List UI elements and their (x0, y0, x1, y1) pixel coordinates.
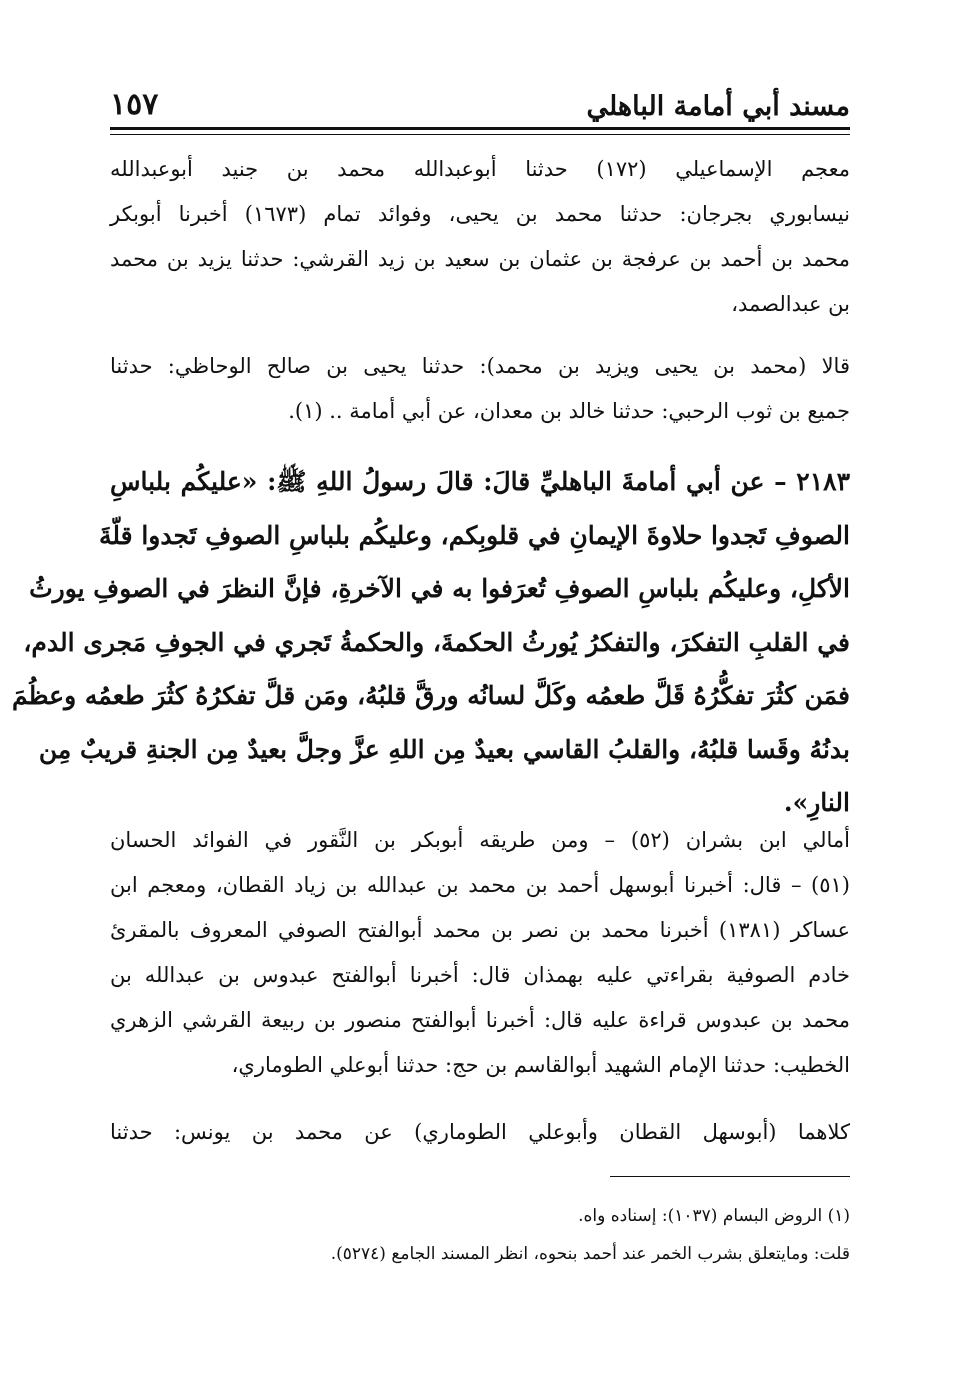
text-line: عساكر (١٣٨١) أخبرنا محمد بن نصر بن محمد أبوالفتح الصوفي المعروف بالمقرئ (110, 918, 850, 942)
footnote-separator (610, 1176, 850, 1177)
text-line: ٢١٨٣ – عن أبي أمامةَ الباهليِّ قالَ: قالَ رسولُ اللهِ ﷺ: «عليكُم بلباسِ (110, 467, 850, 496)
text-line: جميع بن ثوب الرحبي: حدثنا خالد بن معدان، عن أبي أمامة .. (١). (288, 399, 850, 423)
text-line: فمَن كثُرَ تفكُّرُهُ قَلَّ طعمُه وكَلَّ لسانُه ورقَّ قلبُهُ، ومَن قلَّ تفكرُهُ كثُرَ طعمُه وعظُمَ (12, 681, 850, 710)
text-line: في القلبِ التفكرَ، والتفكرُ يُورثُ الحكمةَ، والحكمةُ تَجري في الجوفِ مَجرى الدم، (23, 627, 850, 657)
text-line: (٥١) – قال: أخبرنا أبوسهل أحمد بن محمد بن عبدالله بن زياد القطان، ومعجم ابن (110, 873, 850, 897)
page-header (110, 82, 850, 124)
text-line: نيسابوري بجرجان: حدثنا محمد بن يحيى، وفوائد تمام (١٦٧٣) أخبرنا أبوبكر (110, 202, 850, 226)
text-line: كلاهما (أبوسهل القطان وأبوعلي الطوماري) عن محمد بن يونس: حدثنا (110, 1120, 850, 1144)
text-line: معجم الإسماعيلي (١٧٢) حدثنا أبوعبدالله محمد بن جنيد أبوعبدالله (110, 157, 850, 181)
text-line: الخطيب: حدثنا الإمام الشهيد أبوالقاسم بن حج: حدثنا أبوعلي الطوماري، (231, 1053, 850, 1077)
source-paragraph-3 (110, 818, 850, 1088)
text-line: خادم الصوفية بقراءتي عليه بهمذان قال: أخبرنا أبوالفتح عبدوس بن عبدالله بن (110, 963, 850, 987)
header-rule-thin (110, 134, 850, 135)
text-line: بدنُهُ وقَسا قلبُهُ، والقلبُ القاسي بعيدٌ مِن اللهِ عزَّ وجلَّ بعيدٌ مِن الجنةِ قريبٌ مِن (38, 734, 850, 764)
text-line: محمد بن أحمد بن عرفجة بن عثمان بن سعيد بن زيد القرشي: حدثنا يزيد بن محمد (110, 247, 850, 271)
header-rule (110, 127, 850, 130)
text-line: محمد بن عبدوس قراءة عليه قال: أخبرنا أبوالفتح منصور بن ربيعة القرشي الزهري (110, 1008, 850, 1032)
footnote-line: (١) الروض البسام (١٠٣٧): إسناده واه. (578, 1206, 850, 1226)
text-line: النارِ». (783, 788, 850, 817)
page-number: ١٥٧ (110, 87, 159, 122)
footnotes (110, 1197, 850, 1273)
source-paragraph-4 (110, 1110, 850, 1155)
running-title: مسند أبي أمامة الباهلي (586, 91, 850, 122)
text-line: الصوفِ تَجدوا حلاوةَ الإيمانِ في قلوبِكم، وعليكُم بلباسِ الصوفِ تَجدوا قلّةَ (99, 520, 850, 550)
footnote-line: قلت: ومايتعلق بشرب الخمر عند أحمد بنحوه، انظر المسند الجامع (٥٢٧٤). (330, 1244, 850, 1264)
source-paragraph-1 (110, 147, 850, 327)
text-line: قالا (محمد بن يحيى ويزيد بن محمد): حدثنا يحيى بن صالح الوحاظي: حدثنا (110, 354, 850, 378)
text-line: بن عبدالصمد، (731, 292, 850, 316)
text-line: أمالي ابن بشران (٥٢) – ومن طريقه أبوبكر بن النَّقور في الفوائد الحسان (110, 828, 850, 852)
text-line: الأكلِ، وعليكُم بلباسِ الصوفِ تُعرَفوا به في الآخرةِ، فإنَّ النظرَ في الصوفِ يورثُ (29, 574, 850, 603)
source-paragraph-2 (110, 344, 850, 434)
hadith-text (12, 455, 850, 830)
